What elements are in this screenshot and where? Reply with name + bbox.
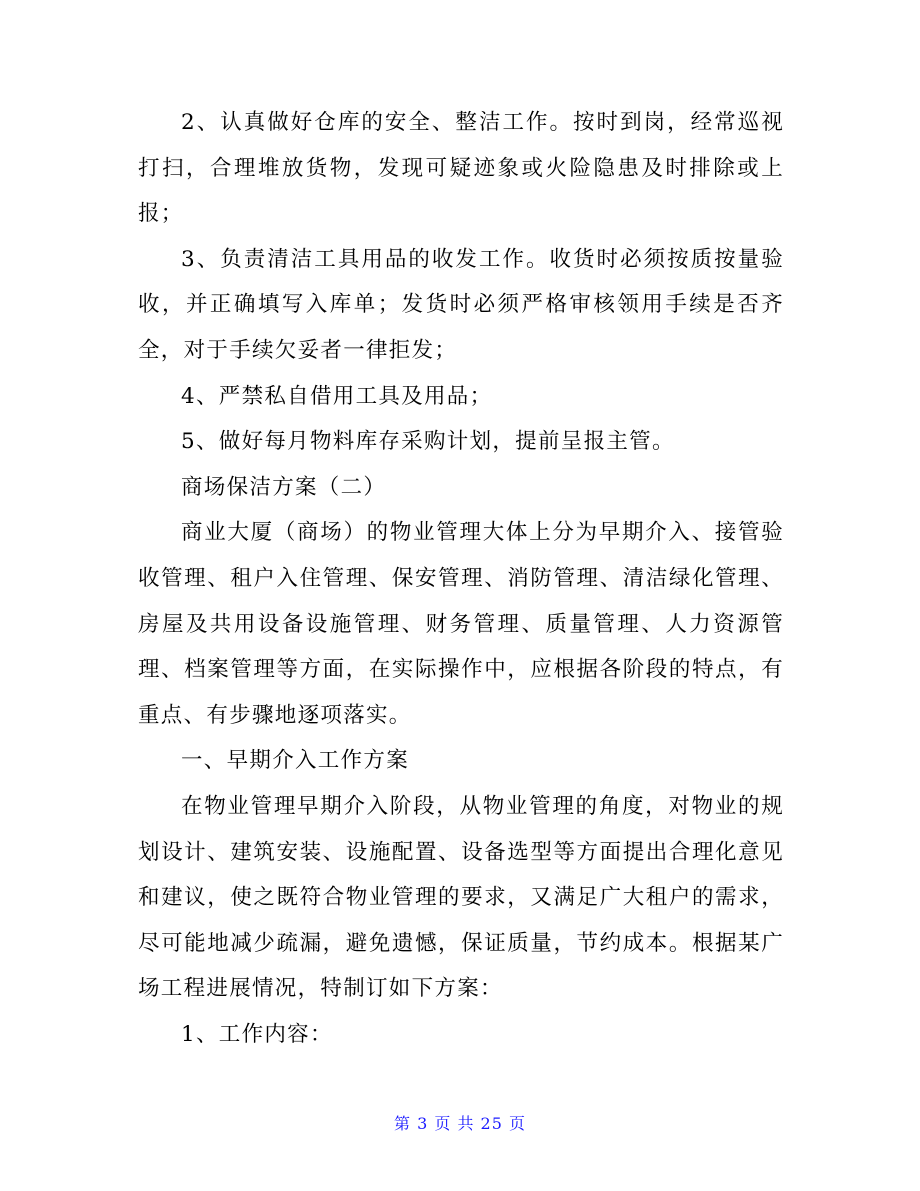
subsection-heading: 一、早期介入工作方案 (181, 748, 410, 774)
page-footer (0, 1111, 920, 1134)
paragraph-item-5: 5、做好每月物料库存采购计划，提前呈报主管。 (181, 429, 675, 455)
section-heading: 商场保洁方案（二） (181, 474, 387, 500)
paragraph-item-2: 2、认真做好仓库的安全、整洁工作。按时到岗，经常巡视打扫，合理堆放货物，发现可疑迹象或火险隐患及时排除或上报； (138, 110, 784, 227)
document-body (138, 100, 784, 1057)
paragraph-intro: 商业大厦（商场）的物业管理大体上分为早期介入、接管验收管理、租户入住管理、保安管理、消防管理、清洁绿化管理、房屋及共用设备设施管理、财务管理、质量管理、人力资源管理、档案管理等方面，在实际操作中，应根据各阶段的特点，有重点、有步骤地逐项落实。 (138, 520, 784, 728)
page-number-label: 第 3 页 共 25 页 (394, 1114, 526, 1133)
paragraph-early-involvement: 在物业管理早期介入阶段，从物业管理的角度，对物业的规划设计、建筑安装、设施配置、设备选型等方面提出合理化意见和建议，使之既符合物业管理的要求，又满足广大租户的需求，尽可能地减少疏漏，避免遗憾，保证质量，节约成本。根据某广场工程进展情况，特制订如下方案： (138, 793, 784, 1002)
paragraph-work-content: 1、工作内容： (181, 1021, 333, 1047)
paragraph-item-3: 3、负责清洁工具用品的收发工作。收货时必须按质按量验收，并正确填写入库单；发货时必须严格审核领用手续是否齐全，对于手续欠妥者一律拒发； (138, 246, 784, 363)
paragraph-item-4: 4、严禁私自借用工具及用品； (181, 383, 493, 409)
